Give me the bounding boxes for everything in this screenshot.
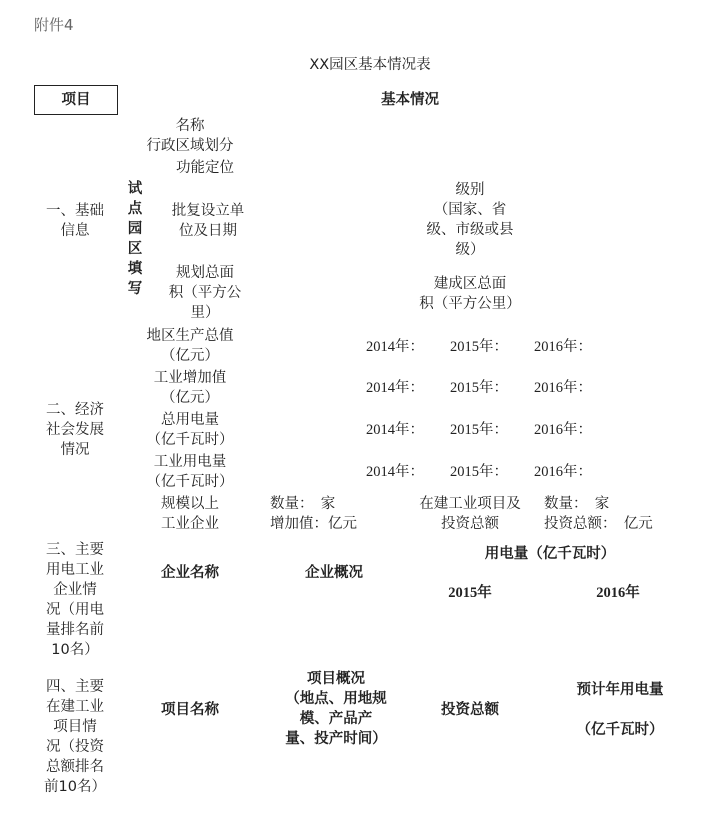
year-2014: 2014年： [366, 422, 424, 438]
field-level: 级别 （国家、省 级、市级或县 级） [426, 182, 514, 258]
col-project-overview: 项目概况 （地点、用地规 模、产品产 量、投产时间） [285, 671, 387, 747]
field-admin-division: 行政区域划分 [146, 138, 234, 154]
field-projects: 在建工业项目及 投资总额 [419, 496, 521, 532]
field-gdp: 地区生产总值 （亿元） [146, 328, 234, 364]
field-industry-added: 工业增加值 （亿元） [153, 370, 227, 406]
year-2014: 2014年： [366, 380, 424, 396]
section2-label: 二、经济 社会发展 情况 [46, 402, 104, 458]
field-industry-power: 工业用电量 （亿千瓦时） [146, 454, 234, 490]
year-2015: 2015年： [450, 464, 508, 480]
col-power-usage: 用电量（亿千瓦时） [484, 546, 616, 562]
year-2016: 2016年： [534, 422, 592, 438]
field-total-power: 总用电量 （亿千瓦时） [146, 412, 234, 448]
pilot-park-note: 试 点 园 区 填 写 [127, 181, 143, 297]
section3-label: 三、主要 用电工业 企业情 况（用电 量排名前 10名） [46, 542, 104, 658]
year-2016: 2016年： [534, 464, 592, 480]
year-2015: 2015年： [450, 422, 508, 438]
col-investment: 投资总额 [441, 702, 499, 718]
year-2016: 2016年： [534, 380, 592, 396]
col-company-overview: 企业概况 [305, 565, 363, 581]
section4-label: 四、主要 在建工业 项目情 况（投资 总额排名 前10名） [44, 679, 106, 795]
section1-label: 一、基础 信息 [46, 203, 104, 239]
col-project-name: 项目名称 [161, 702, 219, 718]
field-planned-area: 规划总面 积（平方公 里） [168, 265, 242, 321]
header-basic-info: 基本情况 [381, 92, 439, 108]
col-year-2016: 2016年 [596, 585, 640, 601]
year-2014: 2014年： [366, 464, 424, 480]
field-approval: 批复设立单 位及日期 [171, 203, 245, 239]
field-function: 功能定位 [176, 160, 234, 176]
table-title: XX园区基本情况表 [309, 57, 431, 73]
field-scale-enterprises: 规模以上 工业企业 [161, 496, 219, 532]
header-item: 项目 [34, 85, 118, 115]
field-count-added: 数量： 家 增加值：亿元 [270, 496, 357, 532]
year-2015: 2015年： [450, 339, 508, 355]
col-expected-power: 预计年用电量 （亿千瓦时） [576, 682, 664, 738]
field-built-area: 建成区总面 积（平方公里） [419, 276, 521, 312]
col-company-name: 企业名称 [161, 565, 219, 581]
field-count-invest: 数量： 家 投资总额： 亿元 [544, 496, 653, 532]
field-name: 名称 [175, 118, 205, 134]
year-2014: 2014年： [366, 339, 424, 355]
attachment-label: 附件4 [34, 16, 74, 34]
year-2015: 2015年： [450, 380, 508, 396]
year-2016: 2016年： [534, 339, 592, 355]
col-year-2015: 2015年 [448, 585, 492, 601]
